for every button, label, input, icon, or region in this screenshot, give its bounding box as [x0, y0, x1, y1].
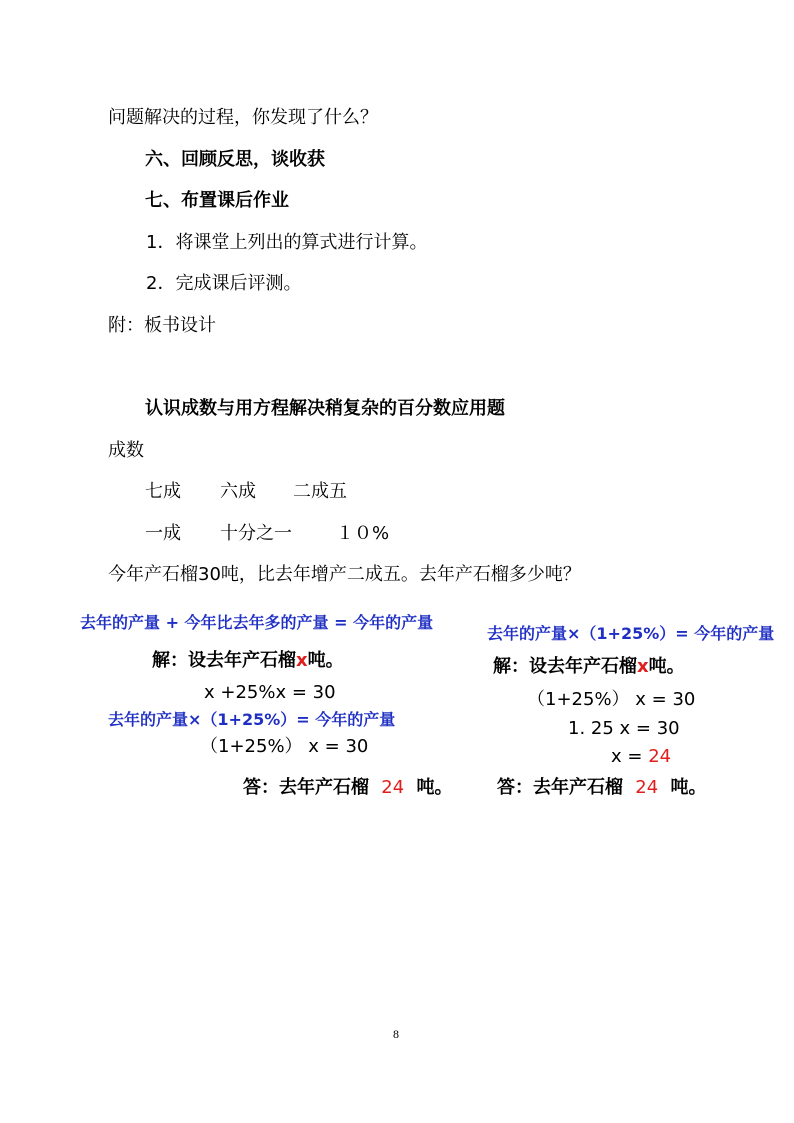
right-equation-1: （1+25%） x = 30	[527, 689, 696, 710]
row2-item-1: 一成	[145, 523, 181, 544]
section-7-heading: 七、布置课后作业	[145, 190, 289, 211]
row1-item-2: 六成	[220, 481, 256, 502]
right-equation-3-value: 24	[648, 746, 672, 767]
right-solve-line	[493, 658, 685, 676]
left-solve-line	[152, 652, 344, 670]
homework-item-2: 2．完成课后评测。	[146, 273, 302, 294]
chengshu-label: 成数	[108, 440, 144, 461]
page-number: 8	[393, 1027, 399, 1041]
left-equation-2: （1+25%） x = 30	[200, 736, 369, 757]
board-title: 认识成数与用方程解决稍复杂的百分数应用题	[145, 398, 505, 419]
right-equation-3	[611, 748, 671, 766]
right-answer-prefix: 答：去年产石榴	[497, 777, 623, 798]
left-answer-suffix: 吨。	[416, 777, 453, 798]
intro-line: 问题解决的过程，你发现了什么？	[108, 107, 378, 128]
left-relation-2: 去年的产量×（1+25%）= 今年的产量	[108, 710, 396, 729]
right-answer-value: 24	[635, 777, 659, 798]
row1-item-1: 七成	[145, 481, 181, 502]
right-solve-suffix: 吨。	[648, 656, 685, 677]
row2-item-3: １０%	[336, 523, 390, 544]
left-equation-1: x +25%x = 30	[204, 682, 336, 703]
row2-item-2: 十分之一	[220, 523, 292, 544]
left-solve-suffix: 吨。	[307, 650, 344, 671]
appendix-label: 附：板书设计	[108, 315, 216, 336]
left-solve-prefix: 解：设去年产石榴	[152, 650, 296, 671]
right-solve-var: x	[637, 656, 649, 677]
right-solve-prefix: 解：设去年产石榴	[493, 656, 637, 677]
right-relation: 去年的产量×（1+25%）= 今年的产量	[487, 624, 775, 643]
right-answer-suffix: 吨。	[670, 777, 707, 798]
left-answer-value: 24	[381, 777, 405, 798]
section-6-heading: 六、回顾反思，谈收获	[145, 149, 325, 170]
left-answer-prefix: 答：去年产石榴	[243, 777, 369, 798]
left-answer	[243, 779, 452, 797]
right-equation-2: 1. 25 x = 30	[568, 718, 680, 739]
right-answer	[497, 779, 706, 797]
right-equation-3-prefix: x =	[611, 746, 649, 767]
row1-item-3: 二成五	[293, 481, 347, 502]
left-relation: 去年的产量 + 今年比去年多的产量 = 今年的产量	[80, 613, 434, 632]
left-solve-var: x	[296, 650, 308, 671]
problem-statement: 今年产石榴30吨，比去年增产二成五。去年产石榴多少吨？	[108, 564, 581, 585]
homework-item-1: 1．将课堂上列出的算式进行计算。	[146, 232, 428, 253]
